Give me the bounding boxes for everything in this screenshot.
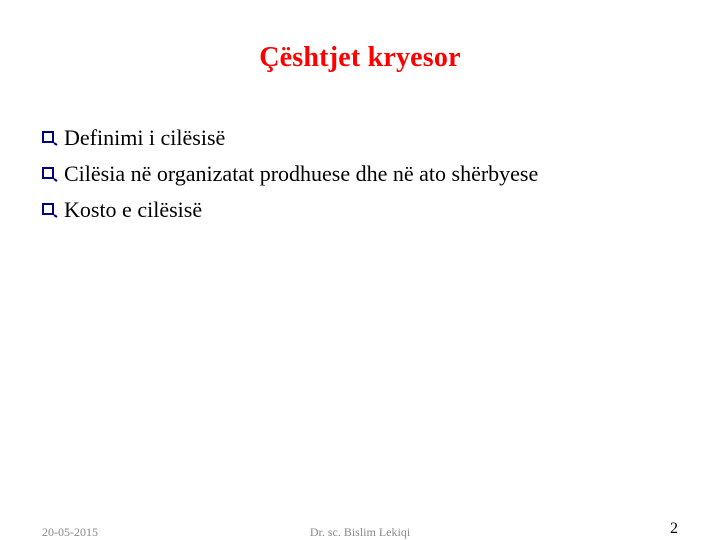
hollow-square-bullet-icon	[40, 163, 60, 185]
page-number: 2	[670, 520, 678, 537]
bullet-item-2	[40, 156, 680, 192]
bullet-item-3	[40, 192, 680, 228]
bullet-text-3: Kosto e cilësisë	[64, 197, 203, 222]
footer-author: Dr. sc. Bislim Lekiqi	[309, 525, 411, 539]
hollow-square-bullet-icon	[40, 127, 60, 149]
bullet-text-2: Cilësia në organizatat prodhuese dhe në ato shërbyese	[64, 161, 539, 186]
footer-date: 20-05-2015	[42, 525, 98, 539]
bullet-list	[40, 120, 680, 228]
bullet-text-1: Definimi i cilësisë	[64, 125, 226, 150]
hollow-square-bullet-icon	[40, 199, 60, 221]
slide-title: Çështjet kryesor	[259, 42, 461, 73]
bullet-item-1	[40, 120, 680, 156]
